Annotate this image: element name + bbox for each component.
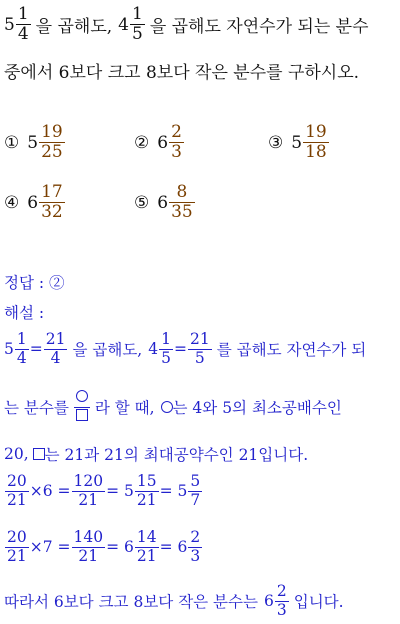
question-text: 을 곱해도, — [35, 17, 113, 37]
question-line-1 — [4, 6, 369, 43]
whole: 5 — [4, 14, 15, 35]
choice-5[interactable]: ⑤ 6 $\frac{8}{35}$ — [134, 182, 193, 222]
fraction: $\frac{1}{4}$ — [17, 4, 29, 44]
explanation-label: 해설 : — [4, 304, 45, 322]
circle-placeholder-icon — [161, 401, 173, 413]
explanation-line-4: $\frac{20}{21}$ ×6 = $\frac{120}{21}$ = 5 $\frac{15}{21}$ = 5 $\frac{5}{7}$ — [7, 472, 201, 509]
choice-3[interactable]: ③ 5 $\frac{19}{18}$ — [268, 122, 327, 162]
explanation-line-3: 20, 는 21과 21의 최대공약수인 21입니다. — [4, 445, 309, 464]
explanation-line-1: 5 $\frac{1}{4}$ = $\frac{21}{4}$ 을 곱해도, 4 $\frac{1}{5}$ = $\frac{21}{5}$ 를 곱해도 자연수가 되 — [4, 330, 367, 367]
mixed-number-a — [4, 6, 32, 43]
mixed-number-b: 4 $\frac{1}{5}$ — [118, 4, 143, 44]
choice-4[interactable]: ④ 6 $\frac{17}{32}$ — [4, 182, 63, 222]
choice-1[interactable]: ① 5 $\frac{19}{25}$ — [4, 122, 63, 162]
question-text: 을 곱해도 자연수가 되는 분수 — [149, 17, 369, 37]
square-placeholder-icon — [76, 409, 88, 421]
explanation-line-2: 는 분수를 라 할 때, 는 4와 5의 최소공배수인 — [4, 390, 342, 424]
question-line-2: 중에서 6보다 크고 8보다 작은 분수를 구하시오. — [4, 63, 360, 83]
choice-2[interactable]: ② 6 $\frac{2}{3}$ — [134, 122, 182, 162]
answer-label: 정답 : ② — [4, 274, 65, 292]
placeholder-fraction — [74, 390, 90, 424]
circle-placeholder-icon — [76, 390, 88, 402]
square-placeholder-icon — [33, 448, 45, 460]
explanation-line-5: $\frac{20}{21}$ ×7 = $\frac{140}{21}$ = 6 $\frac{14}{21}$ = 6 $\frac{2}{3}$ — [7, 528, 201, 565]
explanation-line-6: 따라서 6보다 크고 8보다 작은 분수는 6 $\frac{2}{3}$ 입니다. — [4, 582, 344, 619]
